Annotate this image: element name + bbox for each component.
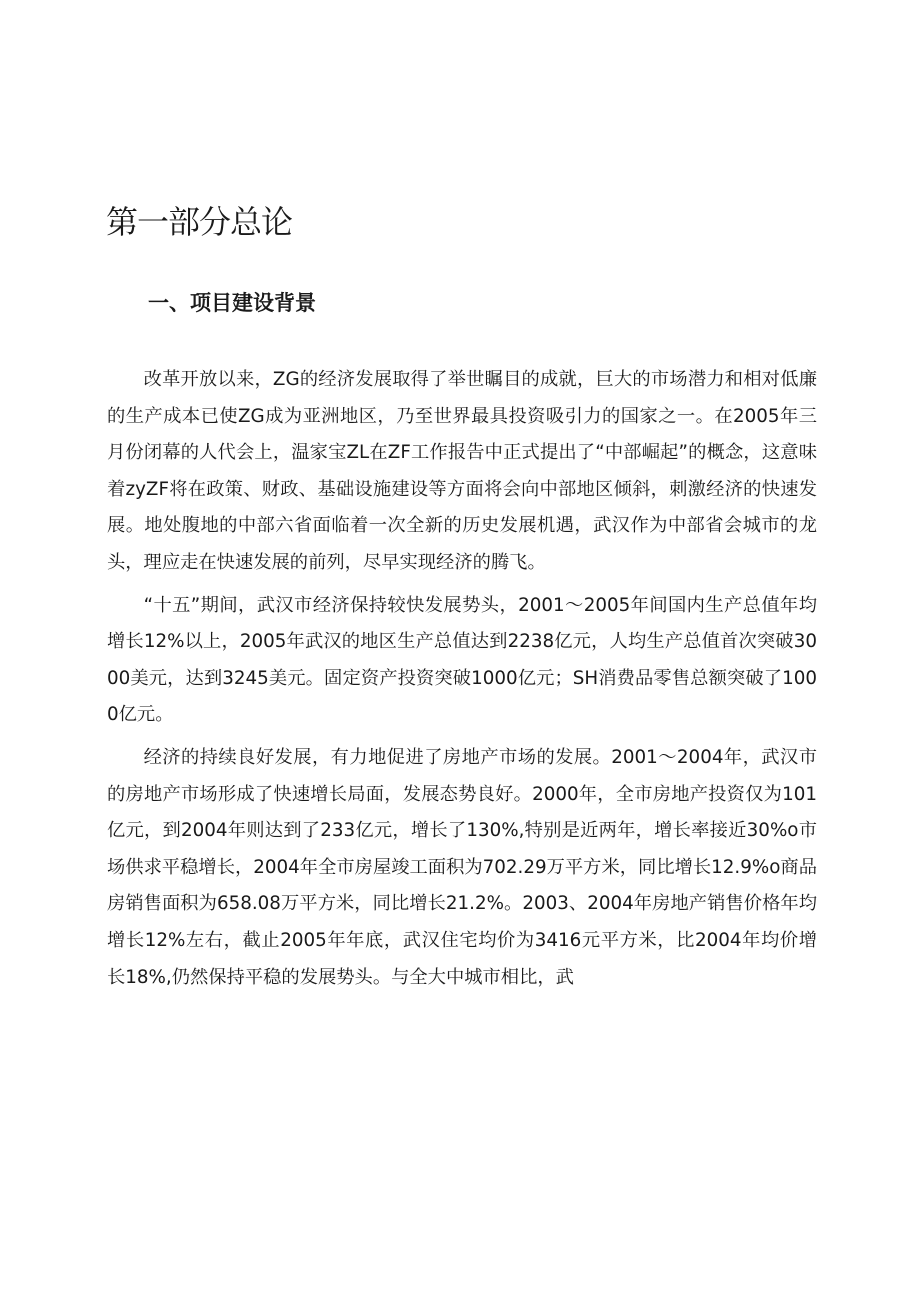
paragraph: 改革开放以来，ZG的经济发展取得了举世瞩目的成就，巨大的市场潜力和相对低廉的生产成本已使ZG成为亚洲地区，乃至世界最具投资吸引力的国家之一。在2005年三月份闭幕的人代会上，温家宝ZL在ZF工作报告中正式提出了“中部崛起”的概念，这意味着zyZF将在政策、财政、基础设施建设等方面将会向中部地区倾斜，刺激经济的快速发展。地处腹地的中部六省面临着一次全新的历史发展机遇，武汉作为中部省会城市的龙头，理应走在快速发展的前列，尽早实现经济的腾飞。 xyxy=(107,369,817,573)
chapter-title: 第一部分总论 xyxy=(106,203,293,241)
body-text xyxy=(107,362,817,1002)
paragraph: 经济的持续良好发展，有力地促进了房地产市场的发展。2001〜2004年，武汉市的房地产市场形成了快速增长局面，发展态势良好。2000年，全市房地产投资仅为101亿元，到2004年则达到了233亿元，增长了130%,特别是近两年，增长率接近30%o市场供求平稳增长，2004年全市房屋竣工面积为702.29万平方米，同比增长12.9%o商品房销售面积为658.08万平方米，同比增长21.2%。2003、2004年房地产销售价格年均增长12%左右，截止2005年年底，武汉住宅均价为3416元平方米，比2004年均价增长18%,仍然保持平稳的发展势头。与全大中城市相比，武 xyxy=(107,746,817,988)
paragraph: “十五”期间，武汉市经济保持较快发展势头，2001〜2005年间国内生产总值年均增长12%以上，2005年武汉的地区生产总值达到2238亿元，人均生产总值首次突破3000美元，达到3245美元。固定资产投资突破1000亿元；SH消费品零售总额突破了1000亿元。 xyxy=(107,594,817,726)
section-title: 一、项目建设背景 xyxy=(148,291,316,315)
